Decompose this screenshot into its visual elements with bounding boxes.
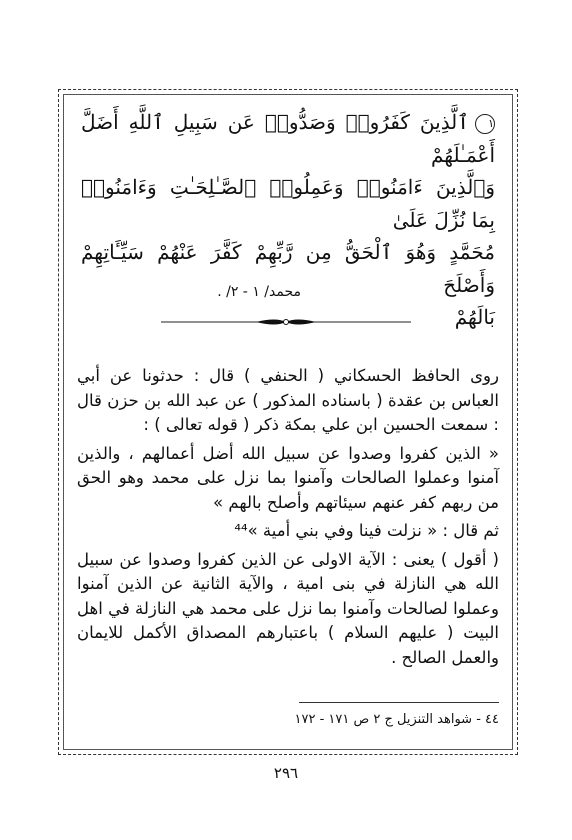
footnote: ٤٤ - شواهد التنزيل ج ٢ ص ١٧١ - ١٧٢ (294, 712, 499, 727)
paragraph: روى الحافظ الحسكاني ( الحنفي ) قال : حدثونا عن أبي العباس بن عقدة ( باسناده المذكور ) عن عبد الله بن حزن قال : سمعت الحسين ابن علي بمكة ذكر ( قوله تعالى ) : (77, 366, 499, 434)
paragraph: ( أقول ) يعنى : الآية الاولى عن الذين كفروا وصدوا عن سبيل الله هي النازلة في بنى امية ، والآية الثانية عن الذين آمنوا وعملوا لصالحات وآمنوا بما نزل على محمد هي النازلة في اهل البيت ( عليهم السلام ) باعتبارهم المصداق الأكمل للايمان والعمل الصالح . (77, 549, 499, 667)
verse-number-icon: ١ (475, 114, 495, 134)
verse-line: بَالَهُمْ (454, 305, 495, 329)
paragraph: ثم قال : « نزلت فينا وفي بني أمية »⁴⁴ (234, 521, 499, 540)
verse-line: مُحَمَّدٍ وَهُوَ ٱلْحَقُّ مِن رَّبِّهِمْ كَفَّرَ عَنْهُمْ سَيِّـَٔاتِهِمْ وَأَصْلَحَ (81, 240, 495, 297)
page-content (63, 94, 513, 750)
page-number: ٢٩٦ (273, 764, 299, 782)
ornament-divider (161, 316, 411, 328)
footnote-separator (299, 702, 499, 703)
body-text (77, 364, 499, 670)
paragraph: « الذين كفروا وصدوا عن سبيل الله أضل أعمالهم ، والذين آمنوا وعملوا الصالحات وآمنوا بما نزل على محمد وهو الحق من ربهم كفر عنهم سيئاتهم وأصلح بالهم » (77, 443, 499, 512)
verse-reference: محمد/ ١ - ٢/ . (217, 284, 301, 300)
verse-line: ١ٱلَّذِينَ كَفَرُوا۟ وَصَدُّوا۟ عَن سَبِيلِ ٱللَّهِ أَضَلَّ أَعْمَـٰلَهُمْ (81, 110, 495, 167)
verse-line: وَٱلَّذِينَ ءَامَنُوا۟ وَعَمِلُوا۟ ٱلصَّـٰلِحَـٰتِ وَءَامَنُوا۟ بِمَا نُزِّلَ عَلَىٰ (81, 175, 495, 232)
